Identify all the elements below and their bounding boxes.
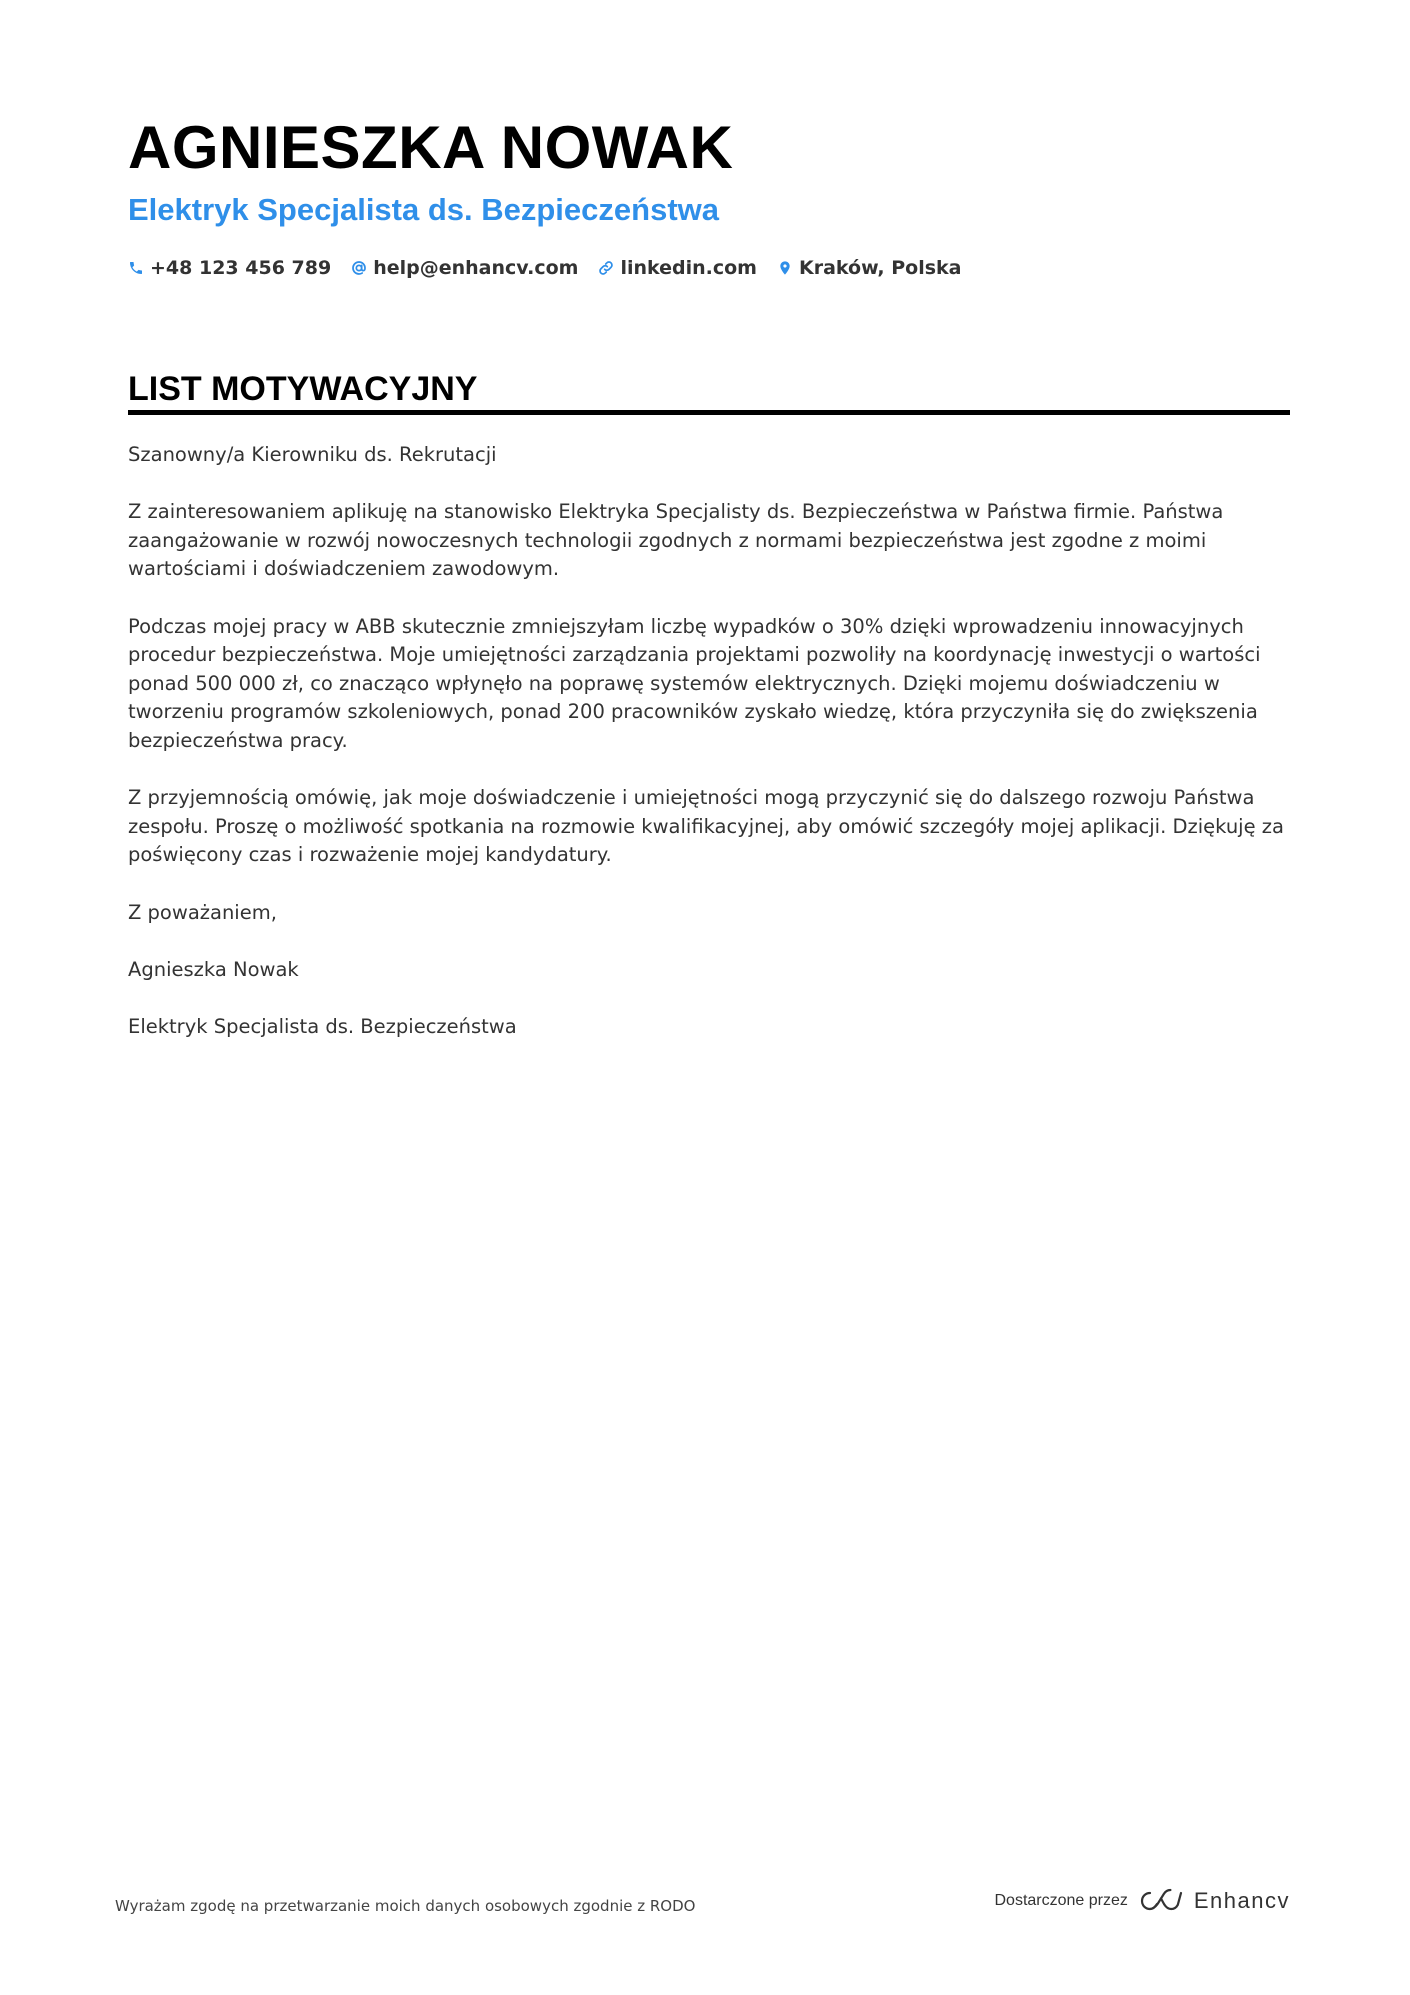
contact-location [777, 257, 962, 279]
location-pin-icon [777, 259, 793, 277]
contact-linkedin-text[interactable]: linkedin.com [620, 257, 757, 279]
at-icon [351, 260, 367, 276]
letter-paragraph-3: Z przyjemnością omówię, jak moje doświadczenie i umiejętności mogą przyczynić się do dalszego rozwoju Państwa zespołu. Proszę o możliwość spotkania na rozmowie kwalifikacyjnej, aby omówić szczegóły mojej aplikacji. Dziękuję za poświęcony czas i rozważenie mojej kandydatury. [128, 786, 1284, 867]
letter-body [128, 441, 1290, 1070]
contact-location-text: Kraków, Polska [798, 257, 962, 279]
powered-by[interactable] [994, 1888, 1290, 1914]
gdpr-consent: Wyrażam zgodę na przetwarzanie moich danych osobowych zgodnie z RODO [115, 1897, 696, 1915]
signature-name: Agnieszka Nowak [128, 957, 299, 981]
contact-email[interactable] [351, 257, 578, 279]
brand-name: Enhancv [1193, 1888, 1290, 1913]
contact-email-text[interactable]: help@enhancv.com [373, 257, 579, 279]
contact-phone [128, 257, 331, 279]
contact-linkedin[interactable] [598, 257, 757, 279]
section-title: LIST MOTYWACYJNY [128, 370, 478, 408]
letter-salutation: Szanowny/a Kierowniku ds. Rekrutacji [128, 443, 497, 466]
phone-icon [128, 260, 144, 276]
signature-title: Elektryk Specjalista ds. Bezpieczeństwa [128, 1014, 517, 1038]
candidate-name: AGNIESZKA NOWAK [128, 114, 734, 181]
link-icon [598, 260, 614, 276]
letter-closing: Z poważaniem, [128, 900, 277, 924]
powered-by-label: Dostarczone przez [994, 1892, 1128, 1909]
letter-paragraph-1: Z zainteresowaniem aplikuję na stanowisko Elektryka Specjalisty ds. Bezpieczeństwa w Państwa firmie. Państwa zaangażowanie w rozwój nowoczesnych technologii zgodnych z normami bezpieczeństwa jest zgodne z moimi wartościami i doświadczeniem zawodowym. [128, 500, 1224, 581]
letter-paragraph-2: Podczas mojej pracy w ABB skutecznie zmniejszyłam liczbę wypadków o 30% dzięki wprowadzeniu innowacyjnych procedur bezpieczeństwa. Moje umiejętności zarządzania projektami pozwoliły na koordynację inwestycji o wartości ponad 500 000 zł, co znacząco wpłynęło na poprawę systemów elektrycznych. Dzięki mojemu doświadczeniu w tworzeniu programów szkoleniowych, ponad 200 pracowników zyskało wiedzę, która przyczyniła się do zwiększenia bezpieczeństwa pracy. [128, 614, 1261, 752]
contact-phone-text: +48 123 456 789 [150, 257, 332, 279]
section-divider [128, 410, 1290, 415]
candidate-job-title: Elektryk Specjalista ds. Bezpieczeństwa [128, 192, 719, 227]
contact-bar [128, 254, 962, 282]
enhancv-logo-icon [1138, 1888, 1184, 1914]
